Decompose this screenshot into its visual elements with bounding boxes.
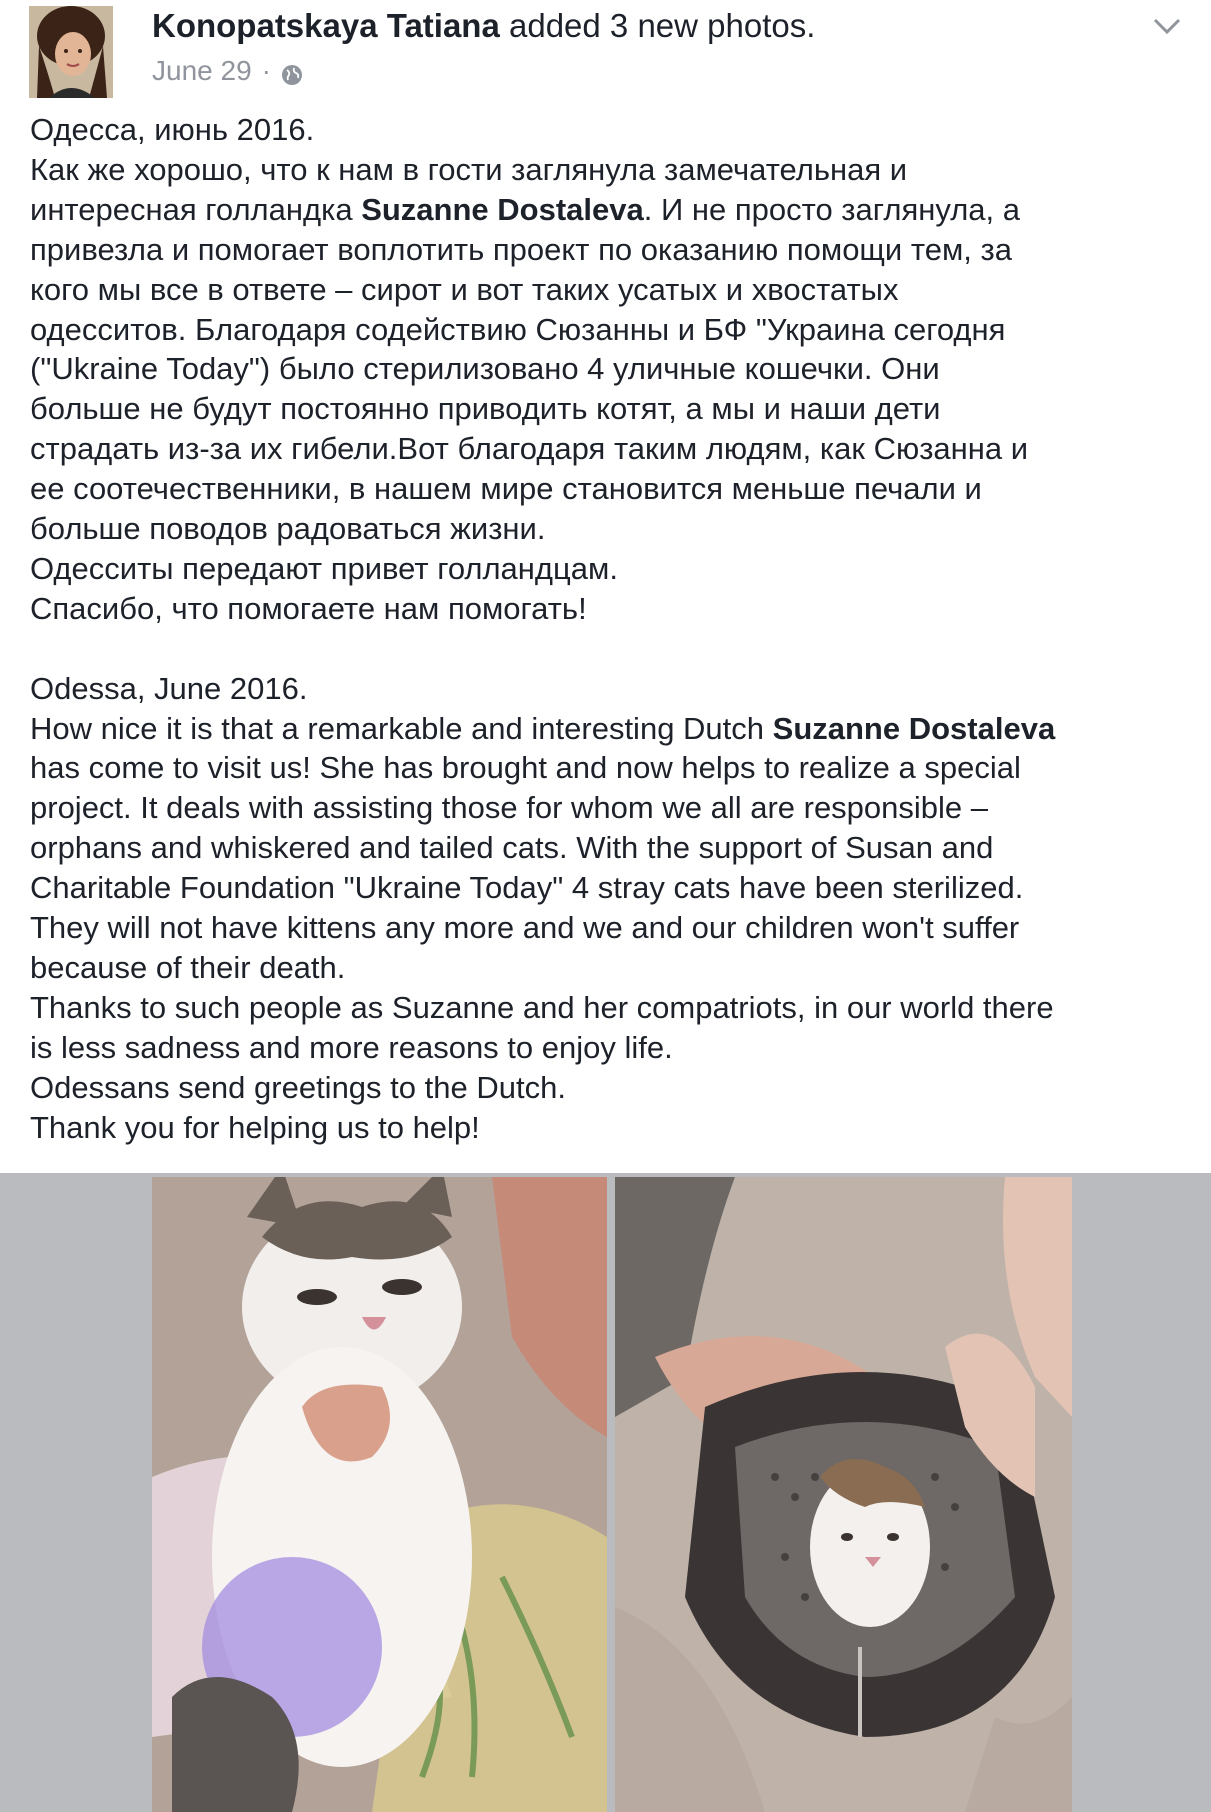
en-line: because of their death. bbox=[30, 950, 346, 986]
meta-separator: · bbox=[261, 55, 271, 86]
chevron-down-icon[interactable] bbox=[1151, 14, 1183, 38]
author-name-link[interactable]: Konopatskaya Tatiana bbox=[152, 7, 500, 44]
en-line: Thanks to such people as Suzanne and her compatriots, in our world there bbox=[30, 989, 1054, 1025]
en-line: Odessa, June 2016. bbox=[30, 670, 308, 706]
ru-line: привезла и помогает воплотить проект по оказанию помощи тем, за bbox=[30, 231, 1012, 267]
en-line: has come to visit us! She has brought and now helps to realize a special bbox=[30, 750, 1021, 786]
paragraph-gap bbox=[30, 629, 1190, 669]
ru-line: больше не будут постоянно приводить котят, а мы и наши дети bbox=[30, 391, 941, 427]
ru-line: Как же хорошо, что к нам в гости заглянула замечательная и bbox=[30, 151, 908, 187]
ru-line: Одесситы передают привет голландцам. bbox=[30, 550, 618, 586]
ru-line: ее соотечественники, в нашем мире становится меньше печали и bbox=[30, 471, 982, 507]
en-text: How nice it is that a remarkable and interesting Dutch bbox=[30, 710, 773, 746]
mention-link[interactable]: Suzanne Dostaleva bbox=[361, 191, 644, 227]
photo-strip bbox=[0, 1173, 1211, 1812]
en-line: Odessans send greetings to the Dutch. bbox=[30, 1069, 566, 1105]
ru-line: страдать из-за их гибели.Вот благодаря таким людям, как Сюзанна и bbox=[30, 431, 1029, 467]
ru-line: кого мы все в ответе – сирот и вот таких усатых и хвостатых bbox=[30, 271, 899, 307]
post-meta bbox=[152, 54, 303, 88]
en-line bbox=[30, 709, 1190, 749]
post-header bbox=[0, 0, 1211, 105]
ru-line: Спасибо, что помогаете нам помогать! bbox=[30, 590, 587, 626]
globe-icon[interactable] bbox=[281, 60, 303, 82]
en-line: Charitable Foundation "Ukraine Today" 4 stray cats have been sterilized. bbox=[30, 870, 1024, 906]
ru-line: больше поводов радоваться жизни. bbox=[30, 511, 546, 547]
ru-text: . И не просто заглянула, а bbox=[643, 191, 1020, 227]
en-line: orphans and whiskered and tailed cats. With the support of Susan and bbox=[30, 830, 994, 866]
en-line: Thank you for helping us to help! bbox=[30, 1109, 480, 1145]
post-action-text: added 3 new photos. bbox=[499, 7, 816, 44]
ru-text: интересная голландка bbox=[30, 191, 362, 227]
avatar[interactable] bbox=[29, 6, 113, 98]
post-title bbox=[152, 6, 815, 46]
post-date-link[interactable]: June 29 bbox=[152, 55, 252, 86]
ru-line: ("Ukraine Today") было стерилизовано 4 уличные кошечки. Они bbox=[30, 351, 940, 387]
cat-photo[interactable] bbox=[615, 1177, 1072, 1812]
cat-photo[interactable] bbox=[152, 1177, 607, 1812]
en-line: They will not have kittens any more and we and our children won't suffer bbox=[30, 910, 1020, 946]
en-line: project. It deals with assisting those for whom we all are responsible – bbox=[30, 790, 989, 826]
post-body bbox=[30, 110, 1190, 1148]
mention-link[interactable]: Suzanne Dostaleva bbox=[772, 710, 1056, 746]
ru-line: Одесса, июнь 2016. bbox=[30, 112, 315, 147]
en-line: is less sadness and more reasons to enjoy life. bbox=[30, 1029, 673, 1065]
ru-line bbox=[30, 190, 1190, 230]
ru-line: одесситов. Благодаря содействию Сюзанны и БФ "Украина сегодня bbox=[30, 311, 1006, 347]
